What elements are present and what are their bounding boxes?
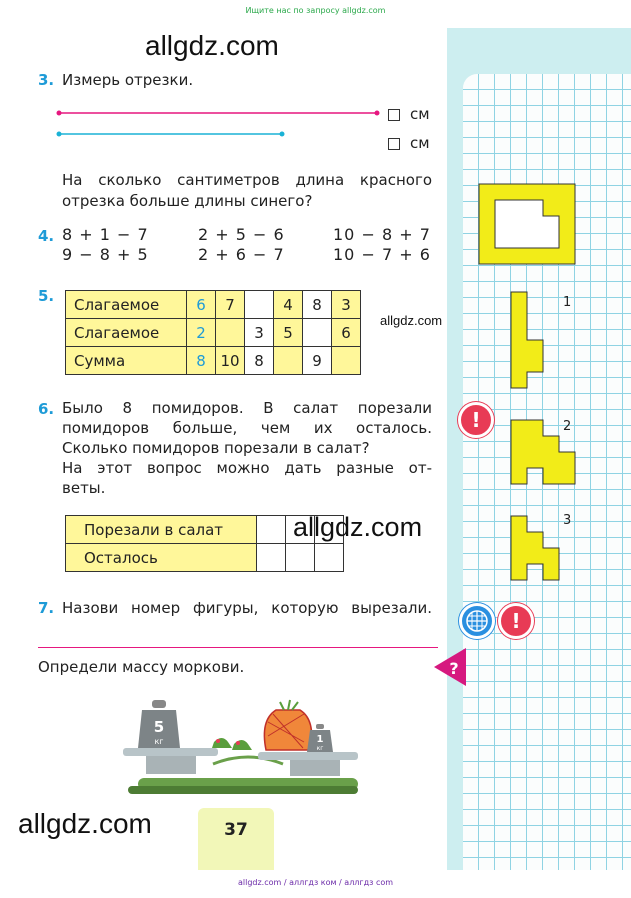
row-label: Осталось [66,544,257,572]
table-cell: 10 [216,347,245,375]
task6-line-4: На этот вопрос можно дать разные от- [62,459,432,477]
table-cell[interactable] [332,347,361,375]
task6-line-1: Было 8 помидоров. В салат порезали [62,399,432,417]
weight-small-unit: кг [316,745,324,752]
table-cell[interactable] [257,544,286,572]
watermark-bottom: allgdz.com [18,808,152,839]
table-cell[interactable] [286,544,315,572]
divider [38,647,438,648]
exclamation-icon-2: ! [498,603,534,639]
figure-3 [511,516,559,580]
table-cell: 8 [303,291,332,319]
task7-number: 7. [38,599,55,617]
carrot-bag-icon [264,700,311,750]
task5-number: 5. [38,287,55,305]
question-marker [432,648,466,686]
expr-2-3: 10 − 7 + 6 [333,245,431,264]
scale-illustration [118,692,368,804]
watermark-middle-small: allgdz.com [380,313,443,328]
task3-prompt: Измерь отрезки. [62,71,194,89]
weight-big-number: 5 [153,718,165,736]
task6-line-2: помидоров больше, чем их осталось. [62,419,432,437]
unit-blue: см [410,134,430,152]
table-cell: 7 [216,291,245,319]
figure-label-1: 1 [563,295,572,310]
unit-red: см [410,105,430,123]
task6-line-5: веты. [62,479,106,497]
answer-box-red[interactable] [388,104,430,125]
page-number: 37 [198,808,274,870]
figure-label-3: 3 [563,513,572,528]
answer-box-blue[interactable] [388,133,430,154]
task3-number: 3. [38,71,55,89]
table-cell: 8 [245,347,274,375]
table-cell: 3 [245,319,274,347]
table-cell[interactable] [303,319,332,347]
expr-1-1: 8 + 1 − 7 [62,225,149,244]
table-cell[interactable] [274,347,303,375]
row-label: Слагаемое [66,319,187,347]
table-cell: 2 [187,319,216,347]
expr-2-1: 9 − 8 + 5 [62,245,149,264]
table-row [66,319,361,347]
watermark-top: allgdz.com [145,30,279,61]
table-row [66,544,344,572]
table-cell[interactable] [257,516,286,544]
red-segment [57,111,380,116]
table-cell: 6 [332,319,361,347]
weight-small-number: 1 [316,734,324,745]
task4-number: 4. [38,227,55,245]
expr-2-2: 2 + 6 − 7 [198,245,285,264]
row-label: Порезали в салат [66,516,257,544]
table-cell[interactable] [216,319,245,347]
cut-sheet [479,184,575,264]
table-cell: 9 [303,347,332,375]
table-cell: 4 [274,291,303,319]
globe-icon [459,603,495,639]
row-label: Сумма [66,347,187,375]
header-note: Ищите нас по запросу allgdz.com [245,6,386,15]
figure-1 [511,292,543,388]
task7-prompt: Назови номер фигуры, которую вырезали. [62,599,432,617]
task3-segments [50,105,390,145]
exclamation-icon: ! [458,402,494,438]
weight-big-unit: кг [154,737,164,746]
footer-note: allgdz.com / аллгдз ком / аллгдз com [237,878,394,887]
task6-number: 6. [38,400,55,418]
table-cell[interactable] [245,291,274,319]
carrot-prompt: Определи массу моркови. [38,658,245,676]
globe-grid-icon [462,606,492,636]
weight-5kg-icon [138,700,180,748]
watermark-middle-big: allgdz.com [293,512,423,542]
task6-line-3: Сколько помидоров порезали в салат? [62,439,370,457]
blue-segment [57,132,285,137]
table-cell: 6 [187,291,216,319]
task3-question-1: На сколько сантиметров длина красного [62,171,432,189]
expr-1-3: 10 − 8 + 7 [333,225,431,244]
svg-text:?: ? [449,659,459,678]
figures-panel [463,74,631,870]
row-label: Слагаемое [66,291,187,319]
table-row [66,291,361,319]
table-cell[interactable] [315,544,344,572]
figure-label-2: 2 [563,419,572,434]
table-cell: 5 [274,319,303,347]
expr-1-2: 2 + 5 − 6 [198,225,285,244]
table-row [66,347,361,375]
table-cell: 8 [187,347,216,375]
task3-question-2: отрезка больше длины синего? [62,192,313,210]
task5-table [65,290,361,375]
table-cell: 3 [332,291,361,319]
